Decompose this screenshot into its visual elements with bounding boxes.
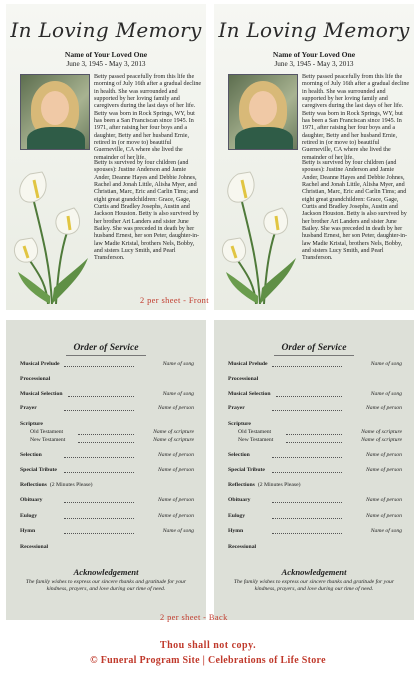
- service-item-value: Name of person: [157, 467, 194, 473]
- service-item: [20, 466, 194, 474]
- loved-one-name: Name of Your Loved One: [272, 50, 356, 59]
- service-item-value: Name of song: [370, 361, 402, 367]
- service-item-value: Name of song: [162, 528, 194, 534]
- service-item-value: Name of scripture: [153, 437, 194, 443]
- service-item-value: Name of song: [370, 528, 402, 534]
- service-item: [20, 360, 194, 368]
- service-item-value: Name of person: [157, 513, 194, 519]
- memorial-title: In Loving Memory: [10, 18, 202, 42]
- service-item-value: Name of person: [365, 513, 402, 519]
- dotted-leader: [286, 442, 342, 443]
- service-item-label: Eulogy: [228, 513, 246, 519]
- reflections-note: (2 Minutes Please): [257, 482, 301, 488]
- obituary-paragraph-1: Betty passed peacefully from this life the morning of July 16th after a gradual decline in health. She was surrounded and supported by her loving family and caregivers during the last days of her life. Betty was born in Rock Springs, WY, but has been a San Franciscan since 1945. In 1971, after raising her four boys and a daughter, Betty and her husband Ernie, retired in (or move to) beautiful Guerneville, CA where she lived the remainder of her life.: [94, 74, 202, 161]
- title-divider: [274, 355, 354, 356]
- service-item-value: Name of person: [157, 405, 194, 411]
- service-item: [228, 360, 402, 368]
- dotted-leader: [276, 396, 342, 397]
- service-item: [20, 512, 194, 520]
- dotted-leader: [78, 442, 134, 443]
- service-item: [228, 527, 402, 535]
- service-item: [228, 451, 402, 459]
- service-item-label: Scripture: [228, 421, 251, 427]
- service-item-label: Processional: [228, 376, 259, 382]
- service-item-label: Musical Selection: [20, 391, 63, 397]
- service-item: [20, 496, 194, 504]
- obituary-paragraph-1: Betty passed peacefully from this life the morning of July 16th after a gradual decline in health. She was surrounded and supported by her loving family and caregivers during the last days of her life. Betty was born in Rock Springs, WY, but has been a San Franciscan since 1945. In 1971, after raising her four boys and a daughter, Betty and her husband Ernie, retired in (or move to) beautiful Guerneville, CA where she lived the remainder of her life.: [302, 74, 410, 161]
- service-item: [228, 481, 402, 489]
- service-item-label: Reflections: [228, 482, 255, 488]
- service-item: [228, 428, 402, 436]
- order-of-service-title: Order of Service: [281, 342, 347, 353]
- service-item-label: Scripture: [20, 421, 43, 427]
- dotted-leader: [272, 457, 342, 458]
- dotted-leader: [64, 410, 134, 411]
- service-item-value: Name of scripture: [361, 437, 402, 443]
- acknowledgement-text: The family wishes to express our sincere thanks and gratitude for your kindness, prayers, and love during our time of need.: [233, 579, 395, 593]
- service-item-label: Musical Selection: [228, 391, 271, 397]
- service-item-value: Name of scripture: [361, 429, 402, 435]
- service-item: [20, 420, 194, 428]
- dotted-leader: [272, 518, 342, 519]
- dotted-leader: [272, 533, 342, 534]
- order-of-service-title: Order of Service: [73, 342, 139, 353]
- acknowledgement-title: Acknowledgement: [281, 567, 347, 577]
- service-item-label: New Testament: [238, 437, 274, 443]
- back-sheet-label: 2 per sheet - Back: [160, 613, 228, 622]
- memorial-title: In Loving Memory: [218, 18, 410, 42]
- service-item-label: Selection: [20, 452, 42, 458]
- dotted-leader: [64, 366, 134, 367]
- service-item-label: Old Testament: [30, 429, 64, 435]
- service-item-label: Recessional: [20, 544, 49, 550]
- service-item-label: Prayer: [228, 405, 245, 411]
- service-item: [20, 543, 194, 551]
- life-dates: June 3, 1945 - May 3, 2013: [66, 60, 146, 68]
- dotted-leader: [78, 434, 134, 435]
- copy-notice: Thou shall not copy.: [159, 640, 257, 651]
- service-item: [228, 543, 402, 551]
- front-panel-right: [214, 4, 414, 310]
- service-item-label: Recessional: [228, 544, 257, 550]
- dotted-leader: [272, 366, 342, 367]
- dotted-leader: [64, 472, 134, 473]
- obituary-paragraph-2: Betty is survived by four children (and spouses): Justine Anderson and Jamie Ander, Deanne Hayes and Debbie Johnes, Rachel and Jonah Little, Alisha Myer, and Christian, Marc, Eric and Carlin Tims; and eight great grandchildren: Grace, Gage, Curtis and Bradley Josephs, Austin and Jackson Houston. Betty is also survived by her brother Art Landers and sister June Bailey. She was preceded in death by her husband Ernest, her son Peter, daughter-in-law Madie Kristal, brothers Nels, Bobby, and sisters Lucy Smith, and Pearl Transferson.: [302, 160, 408, 262]
- service-item: [228, 404, 402, 412]
- service-item-value: Name of scripture: [153, 429, 194, 435]
- service-item-value: Name of person: [365, 405, 402, 411]
- dotted-leader: [286, 434, 342, 435]
- service-item: [228, 420, 402, 428]
- service-item-label: Selection: [228, 452, 250, 458]
- service-item-value: Name of person: [365, 497, 402, 503]
- dotted-leader: [64, 533, 134, 534]
- service-item-value: Name of person: [365, 467, 402, 473]
- service-item-value: Name of person: [157, 497, 194, 503]
- service-item: [228, 466, 402, 474]
- copyright-line: © Funeral Program Site | Celebrations of Life Store: [90, 655, 326, 666]
- portrait-photo: [20, 74, 90, 150]
- dotted-leader: [272, 472, 342, 473]
- service-item: [20, 527, 194, 535]
- calla-lily-illustration: [220, 154, 300, 304]
- dotted-leader: [64, 518, 134, 519]
- loved-one-name: Name of Your Loved One: [64, 50, 148, 59]
- service-item-label: Obituary: [228, 497, 251, 503]
- service-item-value: Name of song: [370, 391, 402, 397]
- service-item-label: Old Testament: [238, 429, 272, 435]
- acknowledgement-text: The family wishes to express our sincere thanks and gratitude for your kindness, prayers, and love during our time of need.: [25, 579, 187, 593]
- dotted-leader: [272, 410, 342, 411]
- service-item-value: Name of song: [162, 361, 194, 367]
- service-item: [20, 428, 194, 436]
- service-item: [228, 436, 402, 444]
- calla-lily-illustration: [12, 154, 92, 304]
- service-item-value: Name of song: [162, 391, 194, 397]
- obituary-paragraph-2: Betty is survived by four children (and spouses): Justine Anderson and Jamie Ander, Deanne Hayes and Debbie Johnes, Rachel and Jonah Little, Alisha Myer, and Christian, Marc, Eric and Carlin Tims; and eight great grandchildren: Grace, Gage, Curtis and Bradley Josephs, Austin and Jackson Houston. Betty is also survived by her brother Art Landers and sister June Bailey. She was preceded in death by her husband Ernest, her son Peter, daughter-in-law Madie Kristal, brothers Nels, Bobby, and sisters Lucy Smith, and Pearl Transferson.: [94, 160, 200, 262]
- service-item: [228, 390, 402, 398]
- front-panel-left: [6, 4, 206, 310]
- dotted-leader: [68, 396, 134, 397]
- dotted-leader: [64, 457, 134, 458]
- service-item-label: Reflections: [20, 482, 47, 488]
- portrait-photo: [228, 74, 298, 150]
- service-item-value: Name of person: [365, 452, 402, 458]
- service-item: [20, 390, 194, 398]
- dotted-leader: [64, 502, 134, 503]
- service-item-label: Musical Prelude: [20, 361, 60, 367]
- service-item: [20, 481, 194, 489]
- reflections-note: (2 Minutes Please): [49, 482, 93, 488]
- acknowledgement-title: Acknowledgement: [73, 567, 139, 577]
- front-sheet-label: 2 per sheet - Front: [140, 296, 210, 305]
- service-item-label: Musical Prelude: [228, 361, 268, 367]
- service-item: [20, 375, 194, 383]
- service-item-label: Hymn: [20, 528, 36, 534]
- service-item: [228, 512, 402, 520]
- service-item-label: New Testament: [30, 437, 66, 443]
- service-item: [20, 404, 194, 412]
- service-item-label: Obituary: [20, 497, 43, 503]
- back-panel-right: [214, 320, 414, 620]
- service-item-label: Hymn: [228, 528, 244, 534]
- service-item: [20, 451, 194, 459]
- service-item-label: Eulogy: [20, 513, 38, 519]
- service-item-label: Processional: [20, 376, 51, 382]
- back-panel-left: [6, 320, 206, 620]
- service-item: [20, 436, 194, 444]
- service-item-label: Special Tribute: [228, 467, 265, 473]
- life-dates: June 3, 1945 - May 3, 2013: [274, 60, 354, 68]
- service-item: [228, 496, 402, 504]
- title-divider: [66, 355, 146, 356]
- service-item: [228, 375, 402, 383]
- service-item-label: Prayer: [20, 405, 37, 411]
- service-item-label: Special Tribute: [20, 467, 57, 473]
- service-item-value: Name of person: [157, 452, 194, 458]
- dotted-leader: [272, 502, 342, 503]
